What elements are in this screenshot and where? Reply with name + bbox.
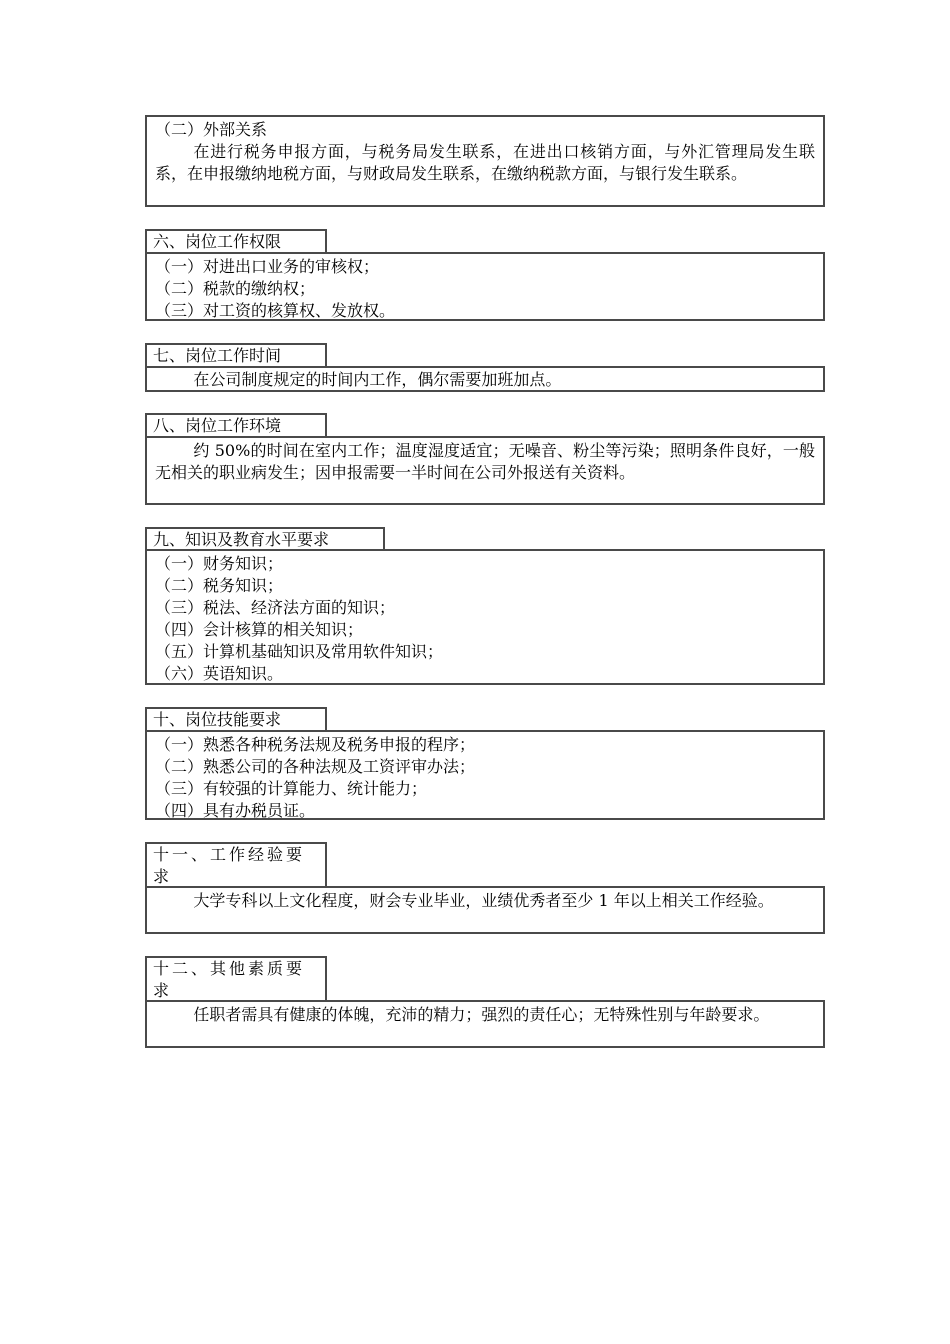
section-9-title: 九、知识及教育水平要求: [145, 527, 385, 551]
list-item: （二）税务知识；: [155, 576, 284, 595]
section-7-body: 在公司制度规定的时间内工作，偶尔需要加班加点。: [193, 370, 562, 389]
section-7-title: 七、岗位工作时间: [145, 343, 327, 367]
list-item: （一）对进出口业务的审核权；: [155, 257, 380, 276]
section-10-title: 十、岗位技能要求: [145, 707, 327, 731]
section-10-box: [145, 730, 825, 820]
list-item: （六）英语知识。: [155, 664, 284, 683]
section-11-body: 大学专科以上文化程度，财会专业毕业，业绩优秀者至少 1 年以上相关工作经验。: [193, 891, 774, 910]
external-relations-box: [145, 115, 825, 207]
section-6-title: 六、岗位工作权限: [145, 229, 327, 253]
section-11-box: [145, 886, 825, 934]
section-11-title-line2: 求: [153, 867, 173, 886]
list-item: （四）具有办税员证。: [155, 801, 316, 820]
list-item: （三）有较强的计算能力、统计能力；: [155, 779, 428, 798]
list-item: （一）熟悉各种税务法规及税务申报的程序；: [155, 735, 476, 754]
list-item: （三）税法、经济法方面的知识；: [155, 598, 396, 617]
section-12-body: 任职者需具有健康的体魄，充沛的精力；强烈的责任心；无特殊性别与年龄要求。: [193, 1005, 770, 1024]
external-relations-subtitle: （二）外部关系: [155, 120, 268, 139]
section-12-box: [145, 1000, 825, 1048]
section-7-box: [145, 366, 825, 392]
section-8-box: [145, 436, 825, 505]
section-9-box: [145, 549, 825, 685]
list-item: （三）对工资的核算权、发放权。: [155, 301, 396, 320]
section-11-title: [145, 842, 327, 887]
section-8-body: 约 50%的时间在室内工作；温度湿度适宜；无噪音、粉尘等污染；照明条件良好，一般无相关的职业病发生；因申报需要一半时间在公司外报送有关资料。: [155, 441, 815, 482]
section-6-box: [145, 252, 825, 321]
list-item: （二）熟悉公司的各种法规及工资评审办法；: [155, 757, 476, 776]
list-item: （二）税款的缴纳权；: [155, 279, 316, 298]
section-12-title: [145, 956, 327, 1001]
list-item: （五）计算机基础知识及常用软件知识；: [155, 642, 444, 661]
section-11-title-line1: 十一、工作经验要: [153, 845, 306, 864]
section-12-title-line1: 十二、其他素质要: [153, 959, 306, 978]
section-8-title: 八、岗位工作环境: [145, 413, 327, 437]
list-item: （四）会计核算的相关知识；: [155, 620, 364, 639]
external-relations-body: 在进行税务申报方面，与税务局发生联系，在进出口核销方面，与外汇管理局发生联系，在申报缴纳地税方面，与财政局发生联系，在缴纳税款方面，与银行发生联系。: [155, 142, 815, 183]
list-item: （一）财务知识；: [155, 554, 284, 573]
section-12-title-line2: 求: [153, 981, 173, 1000]
